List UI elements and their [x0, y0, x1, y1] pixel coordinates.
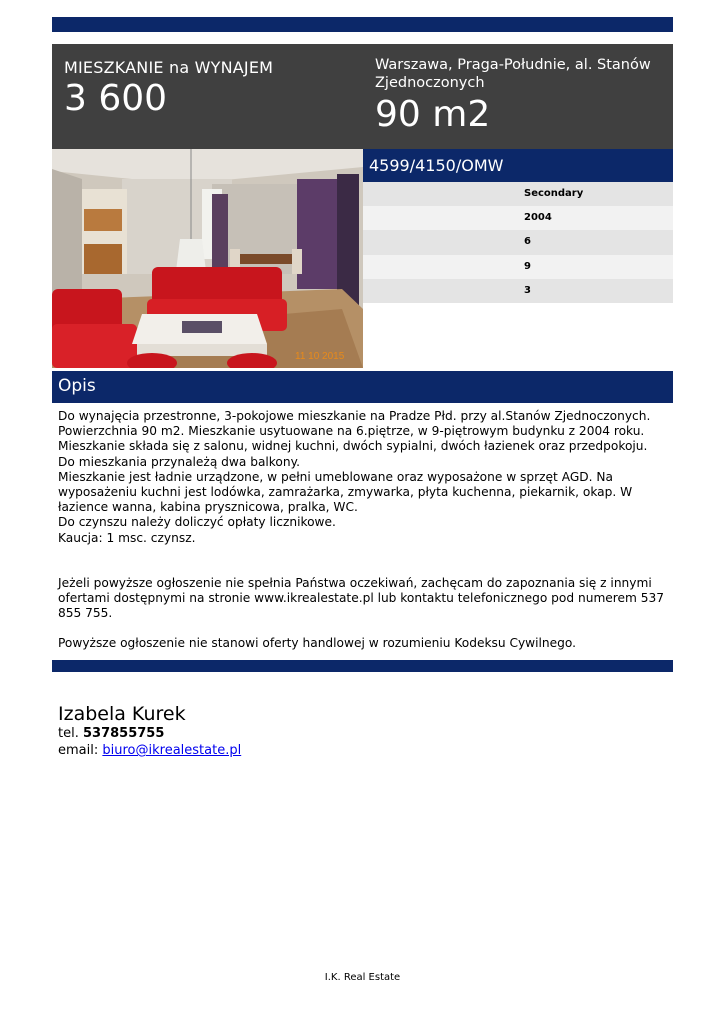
details-table [363, 182, 673, 303]
contact-note: Jeżeli powyższe ogłoszenie nie spełnia Państwa oczekiwań, zachęcam do zapoznania się z innymi ofertami dostępnymi na stronie www.ikrealestate.pl lub kontaktu telefonicznego pod numerem 537 855 755. [58, 575, 665, 621]
description-paragraph: Mieszkanie składa się z salonu, widnej kuchni, dwóch sypialni, dwóch łazienek oraz przedpokoju. [58, 439, 648, 454]
bottom-accent-bar [52, 660, 673, 672]
phone-label: tel. [58, 726, 79, 741]
description-paragraph: Mieszkanie jest ładnie urządzone, w pełni umeblowane oraz wyposażone w sprzęt AGD. Na wyposażeniu kuchni jest lodówka, zamrażarka, zmywarka, płyta kuchenna, piekarnik, okap. W łazience wanna, kabina prysznicowa, pralka, WC. [58, 469, 633, 515]
description-paragraph: Do wynajęcia przestronne, 3-pokojowe mieszkanie na Pradze Płd. przy al.Stanów Zjednoczonych. [58, 409, 651, 423]
description-paragraph: Kaucja: 1 msc. czynsz. [58, 530, 196, 545]
agent-email-line [58, 742, 241, 759]
listing-header [52, 44, 673, 149]
agent-phone: 537855755 [82, 726, 165, 741]
agent-email-link[interactable]: biuro@ikrealestate.pl [102, 743, 242, 758]
market-type-value: Secondary [524, 188, 584, 199]
details-row [363, 230, 673, 254]
agent-phone-line [58, 725, 241, 742]
footer-company: I.K. Real Estate [324, 972, 401, 983]
details-row [363, 255, 673, 279]
reference-bar [363, 149, 673, 182]
top-accent-bar [52, 17, 673, 32]
total-floors-value: 9 [524, 260, 531, 272]
rooms-value: 3 [524, 284, 531, 296]
agent-name: Izabela Kurek [58, 703, 186, 725]
agent-contact [58, 703, 241, 759]
floor-value: 6 [524, 236, 531, 248]
listing-location: Warszawa, Praga-Południe, al. Stanów Zjednoczonych [375, 57, 651, 91]
description-paragraph: Powierzchnia 90 m2. Mieszkanie usytuowane na 6.piętrze, w 9-piętrowym budynku z 2004 roku. [58, 424, 645, 439]
listing-area: 90 m2 [375, 94, 491, 135]
details-row [363, 206, 673, 230]
listing-type: MIESZKANIE na WYNAJEM [64, 58, 274, 77]
photo-date-stamp: 11 10 2015 [295, 351, 345, 362]
listing-price: 3 600 [64, 78, 168, 119]
description-title: Opis [58, 376, 96, 396]
details-row [363, 182, 673, 206]
listing-reference: 4599/4150/OMW [369, 156, 504, 175]
apartment-photo [52, 149, 363, 368]
description-paragraph: Do czynszu należy doliczyć opłaty licznikowe. [58, 515, 336, 530]
legal-disclaimer: Powyższe ogłoszenie nie stanowi oferty handlowej w rozumieniu Kodeksu Cywilnego. [58, 636, 576, 651]
description-section-header [52, 371, 673, 403]
build-year-value: 2004 [524, 212, 552, 224]
description-body [58, 409, 670, 652]
email-label: email: [58, 743, 99, 758]
description-paragraph: Do mieszkania przynależą dwa balkony. [58, 454, 300, 469]
details-row [363, 279, 673, 303]
